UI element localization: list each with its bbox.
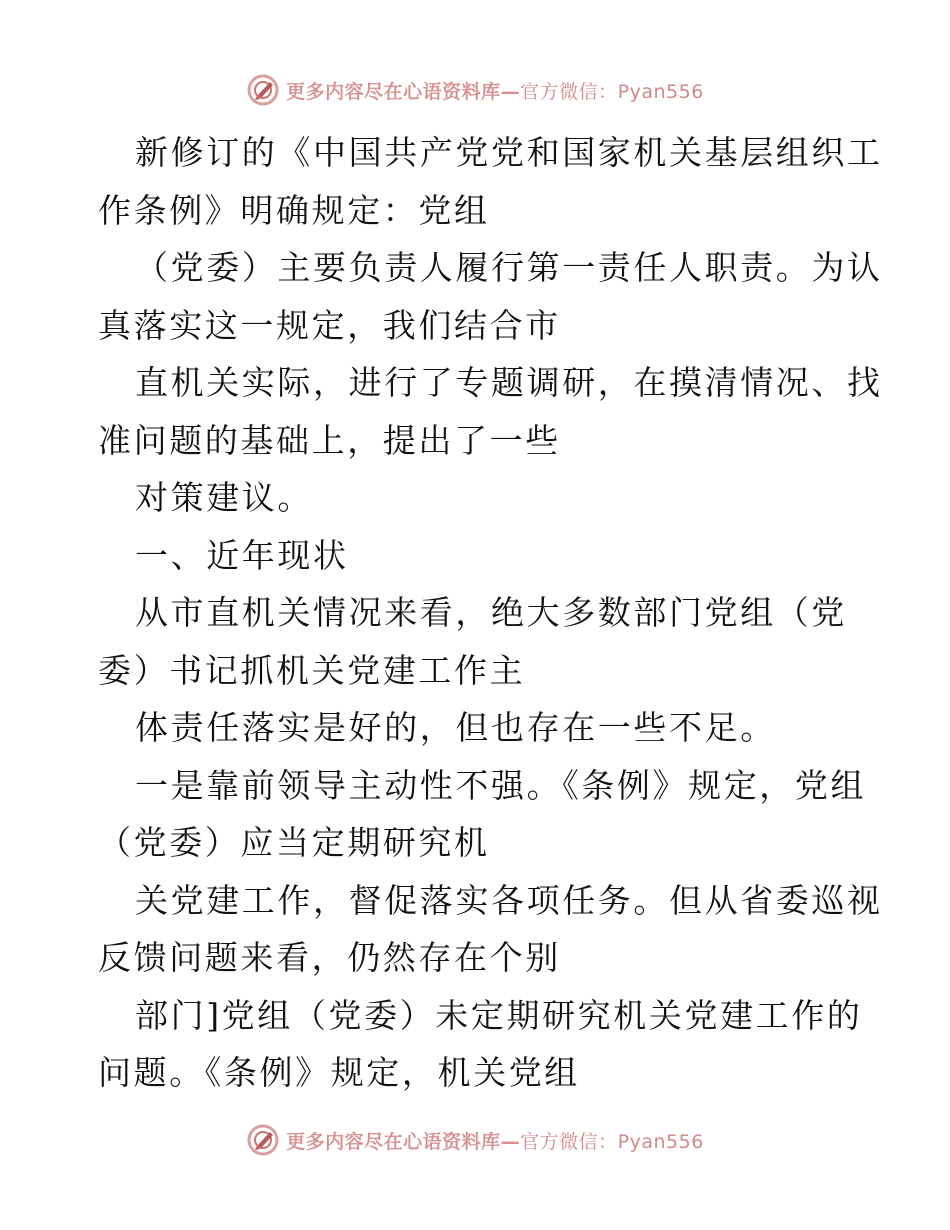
text-line: （党委）应当定期研究机 bbox=[98, 823, 490, 862]
footer-watermark bbox=[0, 1120, 950, 1160]
header-brand-name: 更多内容尽在心语资料库 bbox=[286, 80, 501, 103]
text-line: 直机关实际，进行了专题调研，在摸清情况、找 bbox=[135, 363, 883, 402]
footer-brand-text bbox=[286, 1127, 704, 1154]
text-line: 作条例》明确规定：党组 bbox=[98, 190, 490, 230]
text-line: 部门]党组（党委）未定期研究机关党建工作的 bbox=[135, 995, 863, 1035]
text-line: 问题。《条例》规定，机关党组 bbox=[98, 1053, 580, 1092]
text-line: 准问题的基础上，提出了一些 bbox=[98, 420, 561, 460]
section-heading: 一、近年现状 bbox=[135, 535, 349, 575]
header-wechat: 官方微信：Pyan556 bbox=[520, 80, 704, 103]
text-line: 真落实这一规定，我们结合市 bbox=[98, 305, 561, 345]
text-line: 对策建议。 bbox=[135, 478, 313, 517]
text-line: 一是靠前领导主动性不强。《条例》规定，党组 bbox=[135, 765, 867, 805]
header-watermark bbox=[0, 70, 950, 110]
document-body bbox=[98, 124, 883, 1102]
text-line: 反馈问题来看，仍然存在个别 bbox=[98, 938, 561, 977]
brand-logo-icon bbox=[246, 73, 280, 107]
text-line: （党委）主要负责人履行第一责任人职责。为认 bbox=[135, 248, 883, 287]
header-brand-text bbox=[286, 77, 704, 104]
footer-wechat: 官方微信：Pyan556 bbox=[520, 1130, 704, 1153]
footer-brand-name: 更多内容尽在心语资料库 bbox=[286, 1130, 501, 1153]
text-line: 从市直机关情况来看，绝大多数部门党组（党 bbox=[135, 593, 847, 632]
text-line: 委）书记抓机关党建工作主 bbox=[98, 650, 526, 690]
brand-logo-icon bbox=[246, 1123, 280, 1157]
footer-brand-dash: — bbox=[500, 1130, 521, 1153]
text-line: 关党建工作，督促落实各项任务。但从省委巡视 bbox=[135, 880, 883, 920]
text-line: 体责任落实是好的，但也存在一些不足。 bbox=[135, 708, 776, 747]
header-brand-dash: — bbox=[500, 80, 521, 103]
text-line: 新修订的《中国共产党党和国家机关基层组织工 bbox=[135, 133, 883, 172]
